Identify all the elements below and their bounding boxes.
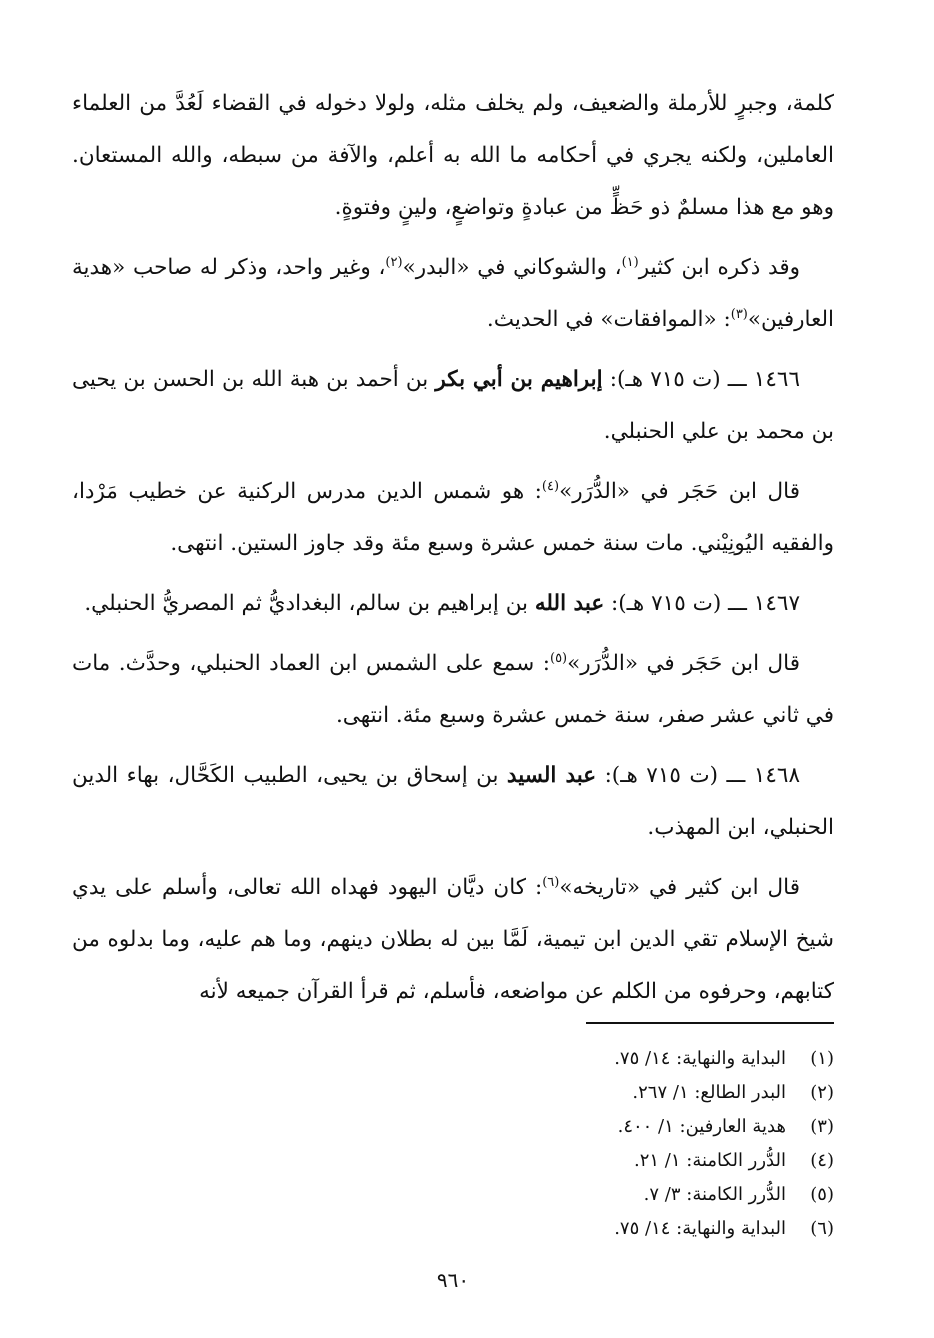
book-page [72, 78, 834, 1318]
footnote-item [434, 1178, 834, 1212]
footnote-text: البدر الطالع: ١/ ٢٦٧. [632, 1082, 786, 1103]
paragraph-text: : «الموافقات» في الحديث. [486, 307, 731, 332]
entry-lineage: بن أحمد بن هبة الله بن الحسن بن يحيى بن محمد بن علي الحنبلي. [72, 367, 834, 444]
footnote-text: هدية العارفين: ١/ ٤٠٠. [617, 1116, 786, 1137]
footnote-number: (٣) [810, 1116, 834, 1137]
entry-heading-1467 [72, 578, 834, 630]
entry-name: عبد الله [534, 591, 605, 616]
paragraph-entry-1466 [72, 466, 834, 570]
footnote-number: (٤) [810, 1150, 834, 1171]
footnote-item [434, 1042, 834, 1076]
footnote-number: (٢) [810, 1082, 834, 1103]
paragraph-text: ، والشوكاني في «البدر» [402, 255, 622, 280]
footnote-ref[interactable]: (٢) [385, 254, 403, 270]
paragraph-continuation [72, 78, 834, 234]
paragraph-entry-1468 [72, 862, 834, 1018]
entry-lineage: بن إبراهيم بن سالم، البغداديُّ ثم المصريُّ الحنبلي. [84, 591, 529, 616]
footnote-number: (٦) [810, 1218, 834, 1239]
entry-number: ١٤٦٧ ـــ (ت ٧١٥ هـ): [611, 591, 800, 616]
footnote-ref[interactable]: (٤) [541, 478, 560, 494]
footnote-ref[interactable]: (١) [621, 254, 639, 270]
paragraph-text: : كان ديَّان اليهود فهداه الله تعالى، وأسلم على يدي شيخ الإسلام تقي الدين ابن تيمية، لَمَّا بين له بطلان دينهم، وما هم عليه، وما بدلوه من كتابهم، وحرفوه من الكلم عن مواضعه، فأسلم، ثم قرأ القرآن جميعه لأنه [72, 875, 834, 1004]
footnote-text: الدُّرر الكامنة: ١/ ٢١. [633, 1150, 786, 1171]
paragraph-text: ، وغير واحد، وذكر له صاحب «هدية العارفين» [72, 255, 834, 332]
footnotes-list [434, 1042, 834, 1246]
paragraph-entry-1467 [72, 638, 834, 742]
entry-name: عبد السيد [506, 763, 597, 788]
footnote-ref[interactable]: (٥) [549, 650, 568, 666]
footnote-number: (١) [810, 1048, 834, 1069]
footnote-text: البداية والنهاية: ١٤/ ٧٥. [614, 1218, 786, 1239]
footnote-number: (٥) [810, 1184, 834, 1205]
entry-number: ١٤٦٦ ـــ (ت ٧١٥ هـ): [609, 367, 800, 392]
entry-heading-1468 [72, 750, 834, 854]
entry-lineage: بن إسحاق بن يحيى، الطبيب الكَحَّال، بهاء الدين الحنبلي، ابن المهذب. [72, 763, 834, 840]
footnote-item [434, 1144, 834, 1178]
footnote-text: الدُّرر الكامنة: ٣/ ٧. [643, 1184, 786, 1205]
paragraph-text: وقد ذكره ابن كثير [638, 255, 800, 280]
paragraph-text: قال ابن حَجَر في «الدُّرَر» [567, 651, 800, 676]
footnote-item [434, 1212, 834, 1246]
paragraph-text: : هو شمس الدين مدرس الركنية عن خطيب مَرْدا، والفقيه اليُونِيْني. مات سنة خمس عشرة وسبع مئة وقد جاوز الستين. انتهى. [72, 479, 834, 556]
entry-name: إبراهيم بن أبي بكر [435, 367, 603, 392]
footnote-item [434, 1076, 834, 1110]
footnote-ref[interactable]: (٣) [730, 306, 748, 322]
main-text-body [72, 78, 834, 1018]
entry-heading-1466 [72, 354, 834, 458]
paragraph-text: : سمع على الشمس ابن العماد الحنبلي، وحدَّث. مات في ثاني عشر صفر، سنة خمس عشرة وسبع مئة. انتهى. [72, 651, 834, 728]
footnote-divider [586, 1022, 834, 1024]
footnote-item [434, 1110, 834, 1144]
entry-number: ١٤٦٨ ـــ (ت ٧١٥ هـ): [604, 763, 800, 788]
footnote-text: البداية والنهاية: ١٤/ ٧٥. [614, 1048, 786, 1069]
paragraph-sources [72, 242, 834, 346]
paragraph-text: قال ابن حَجَر في «الدُّرَر» [559, 479, 800, 504]
paragraph-text: قال ابن كثير في «تاريخه» [559, 875, 800, 900]
page-number: ٩٦٠ [436, 1268, 470, 1292]
footnote-ref[interactable]: (٦) [542, 874, 560, 890]
paragraph-text: كلمة، وجبرٍ للأرملة والضعيف، ولم يخلف مثله، ولولا دخوله في القضاء لَعُدَّ من العلماء العاملين، ولكنه يجري في أحكامه ما الله به أعلم، والآفة من سبطه، والله المستعان. وهو مع هذا مسلمٌ ذو حَظٍّ من عبادةٍ وتواضعٍ، ولينٍ وفتوةٍ. [72, 91, 834, 220]
